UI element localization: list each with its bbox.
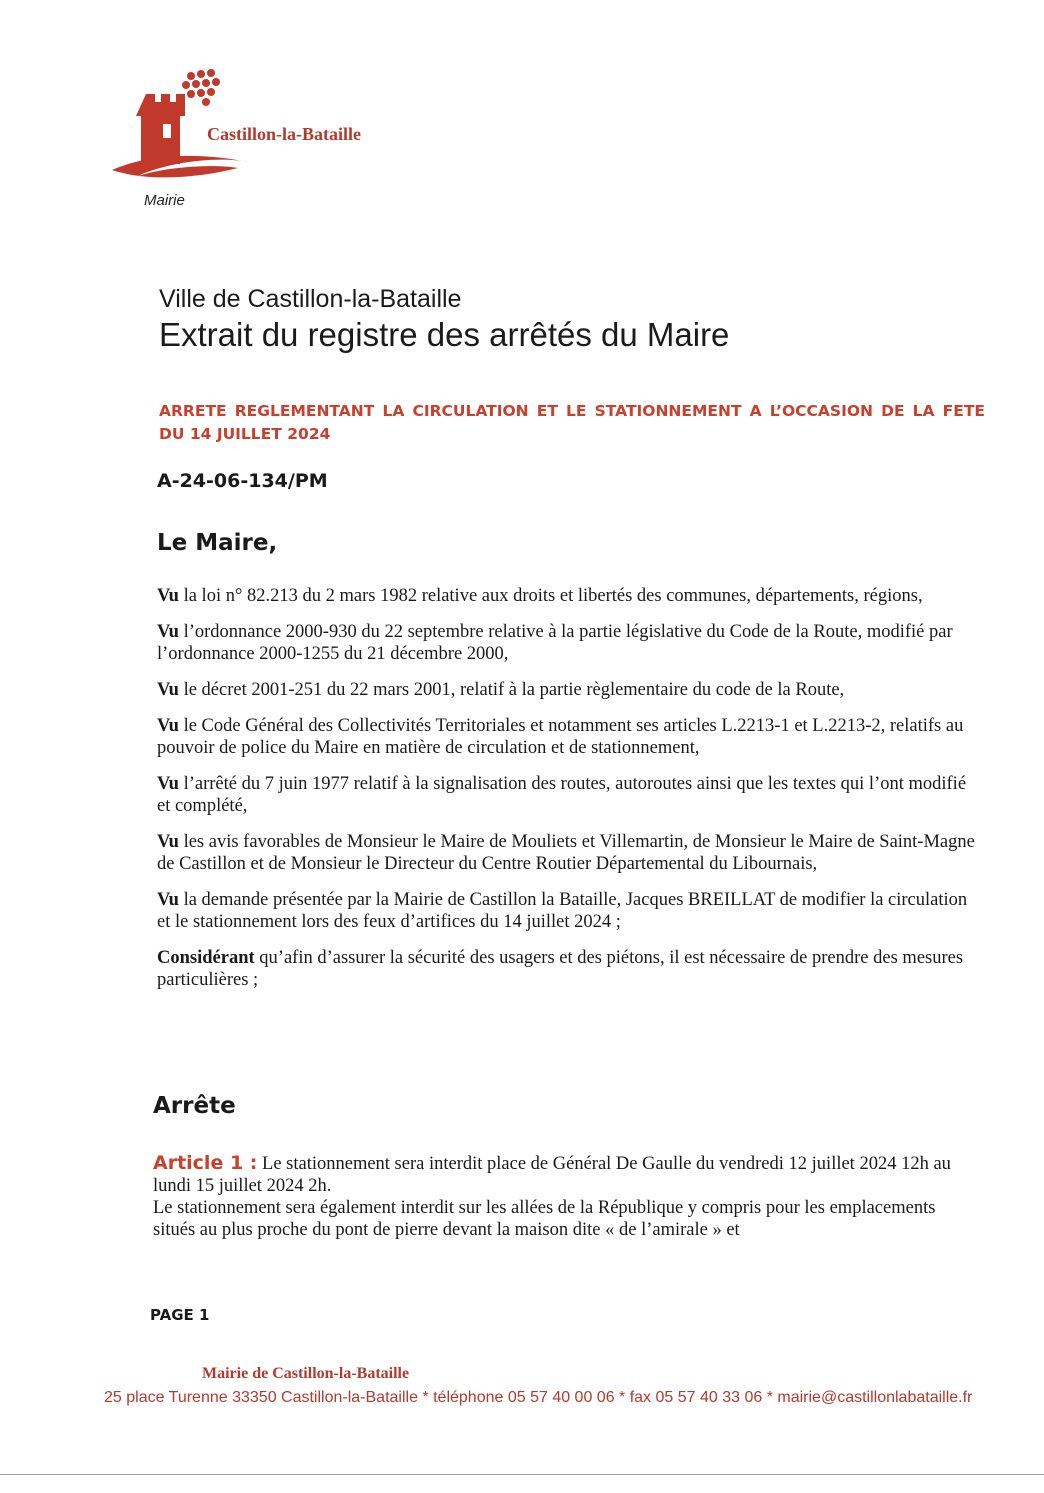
- visa-text: la loi n° 82.213 du 2 mars 1982 relative aux droits et libertés des communes, départements, régions,: [178, 586, 923, 606]
- vu-label: Vu: [157, 832, 179, 852]
- article-1-text: Le stationnement sera interdit place de Général De Gaulle du vendredi 12 juillet 2024 12h au lundi 15 juillet 2024 2h.: [153, 1154, 951, 1196]
- heading-arrete: Arrête: [153, 1093, 236, 1119]
- considerant-label: Considérant: [157, 948, 255, 968]
- visa-paragraph: [157, 585, 979, 607]
- page-number: PAGE 1: [150, 1306, 210, 1324]
- vu-label: Vu: [157, 680, 179, 700]
- decree-reference: A-24-06-134/PM: [157, 470, 328, 492]
- visa-paragraph: [157, 679, 979, 701]
- visa-paragraph: [157, 621, 979, 665]
- article-1-continuation: Le stationnement sera également interdit sur les allées de la République y compris pour les emplacements situés au plus proche du pont de pierre devant la maison dite « de l’amirale » et: [153, 1198, 936, 1240]
- considerant-text: qu’afin d’assurer la sécurité des usagers et des piétons, il est nécessaire de prendre des mesures particulières ;: [157, 948, 964, 990]
- visa-text: les avis favorables de Monsieur le Maire de Mouliets et Villemartin, de Monsieur le Maire de Saint-Magne de Castillon et de Monsieur le Directeur du Centre Routier Départemental du Libournais,: [157, 832, 975, 874]
- footer-organization: Mairie de Castillon-la-Bataille: [202, 1365, 410, 1382]
- logo-subtitle: Mairie: [144, 192, 185, 209]
- visa-text: le Code Général des Collectivités Territoriales et notamment ses articles L.2213-1 et L.2213-2, relatifs au pouvoir de police du Maire en matière de circulation et de stationnement,: [157, 716, 964, 758]
- visa-text: le décret 2001-251 du 22 mars 2001, relatif à la partie règlementaire du code de la Route,: [178, 680, 845, 700]
- logo-town-name: Castillon-la-Bataille: [207, 124, 361, 144]
- visa-paragraph: [157, 889, 979, 933]
- visa-text: la demande présentée par la Mairie de Castillon la Bataille, Jacques BREILLAT de modifier la circulation et le stationnement lors des feux d’artifices du 14 juillet 2024 ;: [157, 890, 968, 932]
- vu-label: Vu: [157, 586, 179, 606]
- visa-text: l’ordonnance 2000-930 du 22 septembre relative à la partie législative du Code de la Route, modifié par l’ordonnance 2000-1255 du 21 décembre 2000,: [157, 622, 953, 664]
- visas-section: [157, 585, 979, 1005]
- vu-label: Vu: [157, 890, 179, 910]
- vu-label: Vu: [157, 622, 179, 642]
- visa-paragraph: [157, 715, 979, 759]
- considerant-paragraph: [157, 947, 979, 991]
- visa-paragraph: [157, 773, 979, 817]
- visa-text: l’arrêté du 7 juin 1977 relatif à la signalisation des routes, autoroutes ainsi que les textes qui l’ont modifié et complété,: [157, 774, 967, 816]
- decree-subject: ARRETE REGLEMENTANT LA CIRCULATION ET LE STATIONNEMENT A L’OCCASION DE LA FETE DU 14 JUILLET 2024: [159, 402, 985, 443]
- footer-address: 25 place Turenne 33350 Castillon-la-Bataille * téléphone 05 57 40 00 06 * fax 05 57 40 33 06 * mairie@castillonlabataille.fr: [104, 1389, 973, 1406]
- heading-le-maire: Le Maire,: [157, 530, 278, 556]
- document-header-town: Ville de Castillon-la-Bataille: [159, 285, 462, 313]
- document-title: Extrait du registre des arrêtés du Maire: [159, 316, 730, 353]
- visa-paragraph: [157, 831, 979, 875]
- vu-label: Vu: [157, 716, 179, 736]
- bottom-divider: [0, 1474, 1044, 1475]
- article-1-paragraph: [153, 1152, 979, 1197]
- article-1-label: Article 1 :: [153, 1152, 258, 1174]
- vu-label: Vu: [157, 774, 179, 794]
- article-1: [153, 1152, 979, 1241]
